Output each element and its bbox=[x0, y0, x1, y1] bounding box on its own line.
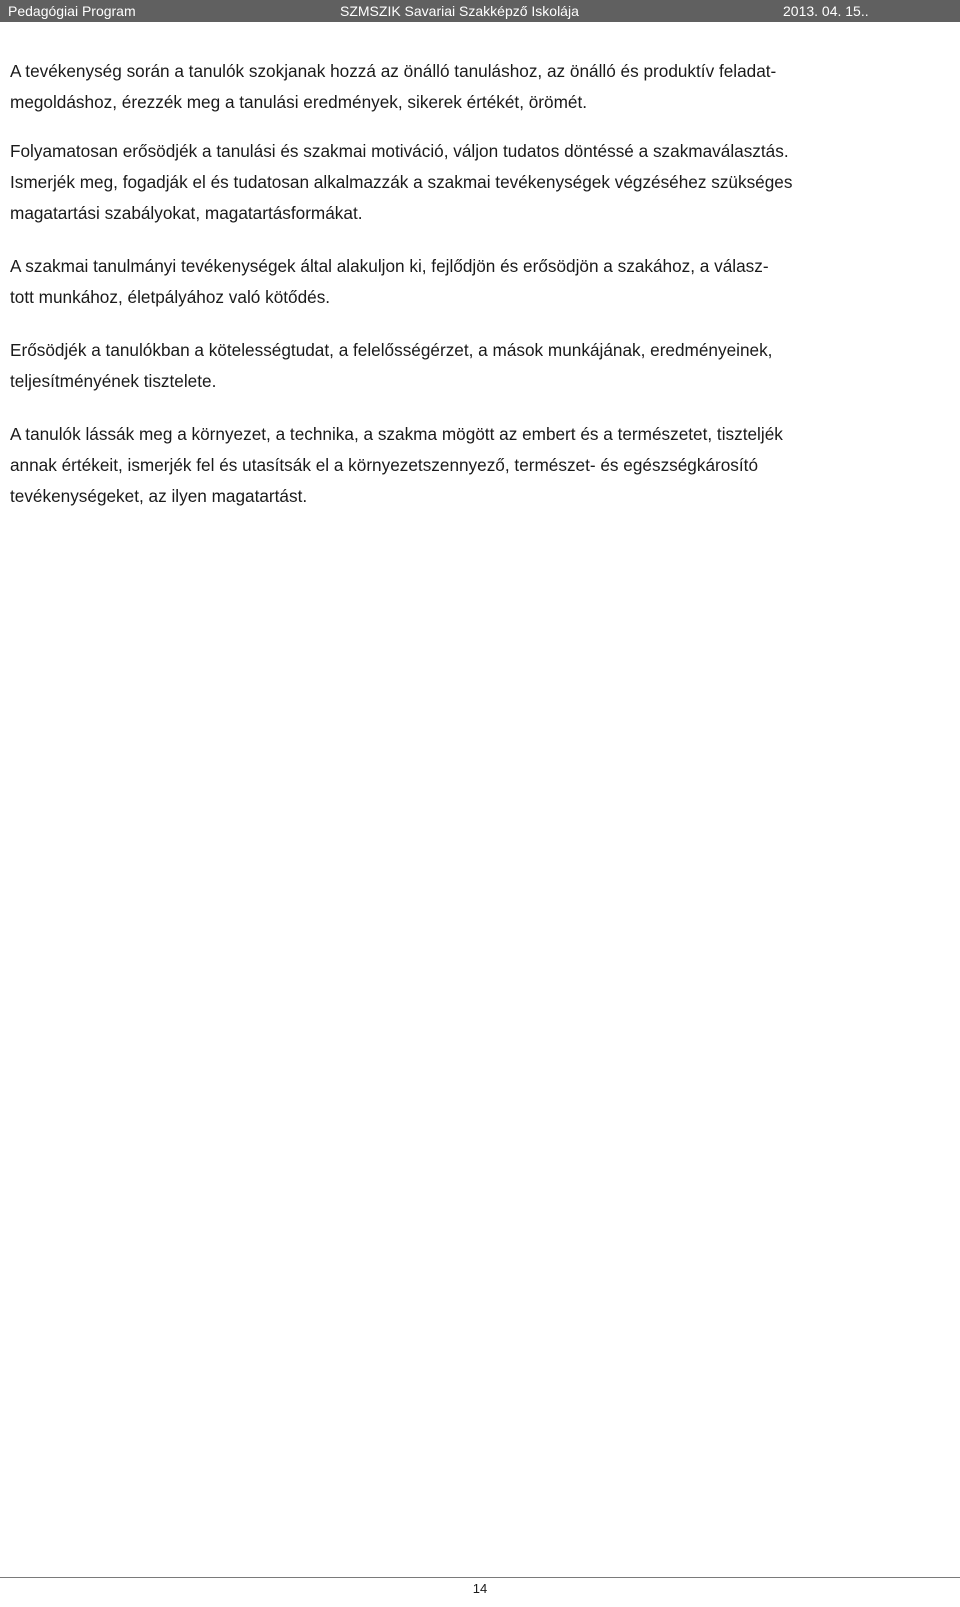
paragraph-motivation bbox=[10, 136, 945, 229]
paragraph-line: megoldáshoz, érezzék meg a tanulási eredmények, sikerek értékét, örömét. bbox=[10, 92, 588, 112]
paragraph-line: A tanulók lássák meg a környezet, a technika, a szakma mögött az embert és a természetet, tiszteljék bbox=[10, 424, 783, 444]
header-school-name: SZMSZIK Savariai Szakképző Iskolája bbox=[340, 3, 579, 19]
paragraph-line: annak értékeit, ismerjék fel és utasítsák el a környezetszennyező, természet- és egészségkárosító bbox=[10, 455, 759, 475]
paragraph-line: Ismerjék meg, fogadják el és tudatosan alkalmazzák a szakmai tevékenységek végzéséhez szükséges bbox=[10, 172, 793, 192]
paragraph-responsibility bbox=[10, 335, 945, 397]
paragraph-line: A szakmai tanulmányi tevékenységek által alakuljon ki, fejlődjön és erősödjön a szakához, a válasz- bbox=[10, 256, 769, 276]
paragraph-line: teljesítményének tisztelete. bbox=[10, 371, 217, 391]
paragraph-line: A tevékenység során a tanulók szokjanak hozzá az önálló tanuláshoz, az önálló és produktív feladat- bbox=[10, 61, 777, 81]
paragraph-independent-learning bbox=[10, 56, 945, 118]
paragraph-line: tevékenységeket, az ilyen magatartást. bbox=[10, 486, 308, 506]
paragraph-line: Folyamatosan erősödjék a tanulási és szakmai motiváció, váljon tudatos döntéssé a szakmaválasztás. bbox=[10, 141, 789, 161]
page-number: 14 bbox=[472, 1581, 488, 1596]
paragraph-line: Erősödjék a tanulókban a kötelességtudat, a felelősségérzet, a mások munkájának, eredményeinek, bbox=[10, 340, 773, 360]
header-date: 2013. 04. 15.. bbox=[783, 3, 869, 19]
paragraph-environment bbox=[10, 419, 945, 512]
footer-divider bbox=[0, 1577, 960, 1578]
document-body bbox=[10, 56, 945, 534]
header-program-title: Pedagógiai Program bbox=[8, 3, 136, 19]
paragraph-career-attachment bbox=[10, 251, 945, 313]
paragraph-line: tott munkához, életpályához való kötődés. bbox=[10, 287, 331, 307]
page-header bbox=[0, 0, 960, 22]
paragraph-line: magatartási szabályokat, magatartásformákat. bbox=[10, 203, 363, 223]
